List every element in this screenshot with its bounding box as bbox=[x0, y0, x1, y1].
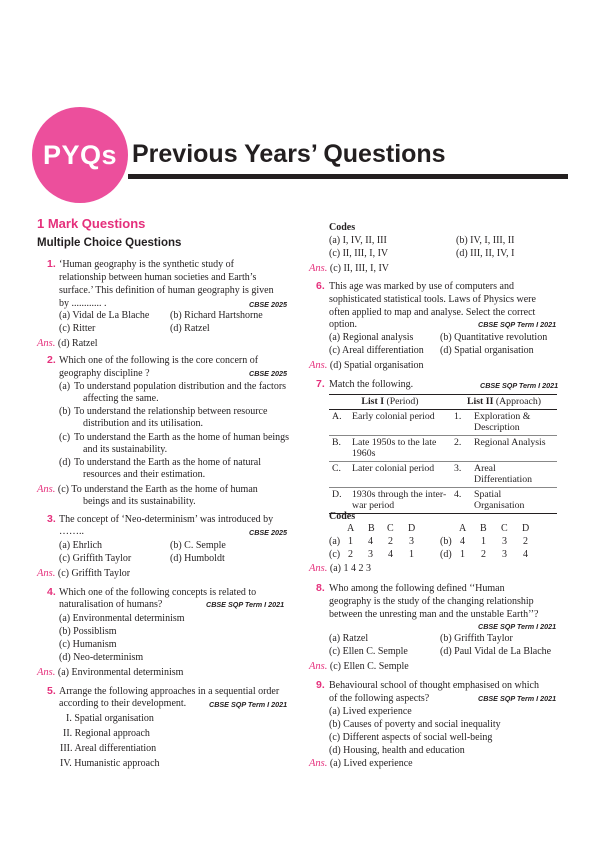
table-header-left: List I (Period) bbox=[329, 395, 451, 410]
question-number: 3. bbox=[47, 513, 56, 525]
code-key: (b) bbox=[440, 536, 452, 547]
option: (a) Vidal de La Blache bbox=[59, 310, 150, 321]
title-underline bbox=[128, 174, 568, 179]
table-row: A. Early colonial period 1. Exploration & Description bbox=[329, 409, 557, 435]
source-tag: CBSE 2025 bbox=[249, 369, 287, 378]
option-key: (b) bbox=[59, 406, 71, 417]
option: (d) Neo-determinism bbox=[59, 652, 144, 663]
source-tag: CBSE SQP Term I 2021 bbox=[209, 700, 288, 709]
source-tag: CBSE 2025 bbox=[249, 528, 287, 537]
option: (d) Spatial organisation bbox=[440, 345, 534, 356]
code-head: A bbox=[459, 523, 467, 534]
question-text: of the following aspects? bbox=[329, 693, 430, 704]
question-text: Which one of the following concepts is related to bbox=[59, 587, 257, 598]
code-value: 4 bbox=[388, 549, 393, 560]
answer-label: Ans. bbox=[309, 758, 328, 769]
code-value: 2 bbox=[481, 549, 486, 560]
option: (b) Causes of poverty and social inequality bbox=[329, 719, 501, 730]
option: (c) Humanism bbox=[59, 639, 117, 650]
source-tag: CBSE 2025 bbox=[249, 300, 287, 309]
option: (c) Different aspects of social well-being bbox=[329, 732, 493, 743]
answer-text: (c) Griffith Taylor bbox=[57, 568, 131, 579]
option: distribution and its utilisation. bbox=[83, 418, 203, 429]
code-value: 3 bbox=[502, 536, 507, 547]
code-value: 1 bbox=[409, 549, 414, 560]
question-text: relationship between human societies and Earth’s bbox=[59, 272, 257, 283]
answer-text: (a) Environmental determinism bbox=[57, 667, 184, 678]
option: (c) Ellen C. Semple bbox=[329, 646, 408, 657]
table-header-right: List II (Approach) bbox=[451, 395, 557, 410]
question-text: Arrange the following approaches in a sequential order bbox=[59, 686, 280, 697]
question-text: Which one of the following is the core concern of bbox=[59, 355, 259, 366]
answer bbox=[309, 262, 389, 275]
answer bbox=[309, 562, 371, 575]
answer-label: Ans. bbox=[37, 338, 56, 349]
code-value: 4 bbox=[368, 536, 373, 547]
option: (a) Lived experience bbox=[329, 706, 412, 717]
option: and its sustainability. bbox=[83, 444, 168, 455]
option: (b) C. Semple bbox=[170, 540, 226, 551]
code-key: (c) bbox=[329, 549, 341, 560]
question-text: by ............ . bbox=[59, 298, 107, 309]
source-tag: CBSE SQP Term I 2021 bbox=[206, 600, 285, 609]
source-tag: CBSE SQP Term I 2021 bbox=[478, 320, 557, 329]
question-text: sophisticated statistical tools. Laws of Physics were bbox=[329, 294, 536, 305]
question-text: according to their development. bbox=[59, 698, 187, 709]
question-number: 7. bbox=[316, 378, 325, 390]
question-number: 5. bbox=[47, 685, 56, 697]
answer-label: Ans. bbox=[37, 667, 56, 678]
question-text: geography discipline ? bbox=[59, 368, 150, 379]
codes-label: Codes bbox=[329, 222, 356, 233]
answer-text: (d) Ratzel bbox=[57, 338, 98, 349]
page-title: Previous Years’ Questions bbox=[132, 140, 446, 168]
code-head: C bbox=[501, 523, 508, 534]
answer-text: (a) 1 4 2 3 bbox=[329, 563, 371, 574]
question-text: ‘Human geography is the synthetic study of bbox=[59, 259, 234, 270]
answer-text: (a) Lived experience bbox=[329, 758, 413, 769]
option: (b) Quantitative revolution bbox=[440, 332, 548, 343]
option: (a) Ehrlich bbox=[59, 540, 103, 551]
code-head: B bbox=[368, 523, 375, 534]
answer-text: (c) Ellen C. Semple bbox=[329, 661, 409, 672]
answer bbox=[309, 757, 413, 770]
answer-text: (d) Spatial organisation bbox=[329, 360, 424, 371]
code-value: 1 bbox=[348, 536, 353, 547]
code-key: (a) bbox=[329, 536, 341, 547]
code-value: 2 bbox=[388, 536, 393, 547]
option: (d) Housing, health and education bbox=[329, 745, 465, 756]
option: To understand population distribution and the factors bbox=[74, 381, 287, 392]
list-item: III. Areal differentiation bbox=[60, 743, 157, 754]
list-item: IV. Humanistic approach bbox=[60, 758, 160, 769]
option: To understand the Earth as the home of natural bbox=[74, 457, 262, 468]
code-value: 3 bbox=[409, 536, 414, 547]
question-text: often applied to map and analyse. Select the correct bbox=[329, 307, 536, 318]
question-text: Who among the following defined ‘‘Human bbox=[329, 583, 505, 594]
option: To understand the relationship between resource bbox=[74, 406, 268, 417]
code-value: 3 bbox=[502, 549, 507, 560]
code-option: (d) III, II, IV, I bbox=[456, 248, 515, 259]
answer bbox=[37, 337, 98, 350]
answer-label: Ans. bbox=[309, 563, 328, 574]
code-value: 2 bbox=[523, 536, 528, 547]
question-number: 4. bbox=[47, 586, 56, 598]
option: (c) Areal differentiation bbox=[329, 345, 424, 356]
code-option: (a) I, IV, II, III bbox=[329, 235, 387, 246]
option: (d) Ratzel bbox=[170, 323, 210, 334]
question-number: 1. bbox=[47, 258, 56, 270]
code-head: C bbox=[387, 523, 394, 534]
question-number: 6. bbox=[316, 280, 325, 292]
option-key: (d) bbox=[59, 457, 71, 468]
answer-label: Ans. bbox=[309, 263, 328, 274]
list-item: II. Regional approach bbox=[63, 728, 150, 739]
code-head: D bbox=[408, 523, 416, 534]
question-text: between the unresting man and the unstable Earth’’? bbox=[329, 609, 539, 620]
answer bbox=[37, 666, 183, 679]
answer-text: beings and its sustainability. bbox=[83, 496, 196, 507]
option-key: (c) bbox=[59, 432, 71, 443]
option: (a) Regional analysis bbox=[329, 332, 414, 343]
section-title: 1 Mark Questions bbox=[37, 216, 146, 231]
codes-label: Codes bbox=[329, 511, 356, 522]
source-tag: CBSE SQP Term I 2021 bbox=[480, 381, 559, 390]
source-tag: CBSE SQP Term I 2021 bbox=[478, 694, 557, 703]
code-value: 1 bbox=[460, 549, 465, 560]
answer bbox=[309, 660, 409, 673]
option: (a) Ratzel bbox=[329, 633, 369, 644]
code-value: 1 bbox=[481, 536, 486, 547]
option: (c) Griffith Taylor bbox=[59, 553, 132, 564]
code-option: (b) IV, I, III, II bbox=[456, 235, 515, 246]
answer bbox=[37, 567, 130, 580]
answer-label: Ans. bbox=[37, 568, 56, 579]
question-text: surface.’ This definition of human geography is given bbox=[59, 285, 274, 296]
option: (d) Paul Vidal de La Blache bbox=[440, 646, 552, 657]
option: resources and their estimation. bbox=[83, 469, 206, 480]
option: (a) Environmental determinism bbox=[59, 613, 185, 624]
code-option: (c) II, III, I, IV bbox=[329, 248, 389, 259]
option: (b) Griffith Taylor bbox=[440, 633, 513, 644]
badge-label: PYQs bbox=[42, 139, 118, 170]
question-number: 9. bbox=[316, 679, 325, 691]
answer-label: Ans. bbox=[309, 661, 328, 672]
answer bbox=[309, 359, 424, 372]
answer-text: (c) II, III, I, IV bbox=[329, 263, 390, 274]
code-value: 4 bbox=[460, 536, 465, 547]
code-key: (d) bbox=[440, 549, 452, 560]
match-table bbox=[329, 394, 557, 514]
question-text: naturalisation of humans? bbox=[59, 599, 163, 610]
answer-text: (c) To understand the Earth as the home of human bbox=[57, 484, 258, 495]
pyqs-badge bbox=[32, 107, 128, 203]
option: To understand the Earth as the home of human beings bbox=[74, 432, 290, 443]
question-text: This age was marked by use of computers and bbox=[329, 281, 514, 292]
table-row: B. Late 1950s to the late 1960s 2. Regional Analysis bbox=[329, 435, 557, 461]
list-item: I. Spatial organisation bbox=[66, 713, 154, 724]
source-tag: CBSE SQP Term I 2021 bbox=[478, 622, 557, 631]
option: affecting the same. bbox=[83, 393, 159, 404]
section-subtitle: Multiple Choice Questions bbox=[37, 237, 182, 249]
option: (c) Ritter bbox=[59, 323, 96, 334]
option-key: (a) bbox=[59, 381, 71, 392]
question-text: …….. bbox=[59, 526, 84, 537]
answer-label: Ans. bbox=[37, 484, 56, 495]
code-head: B bbox=[480, 523, 487, 534]
table-row: C. Later colonial period 3. Areal Differentiation bbox=[329, 461, 557, 487]
table-row: D. 1930s through the inter-war period 4. Spatial Organisation bbox=[329, 487, 557, 513]
question-text: option. bbox=[329, 319, 358, 330]
code-head: A bbox=[347, 523, 355, 534]
answer-label: Ans. bbox=[309, 360, 328, 371]
question-text: The concept of ‘Neo-determinism’ was introduced by bbox=[59, 514, 274, 525]
option: (b) Richard Hartshorne bbox=[170, 310, 263, 321]
question-text: Behavioural school of thought emphasised on which bbox=[329, 680, 539, 691]
code-head: D bbox=[522, 523, 530, 534]
code-value: 2 bbox=[348, 549, 353, 560]
option: (b) Possiblism bbox=[59, 626, 117, 637]
code-value: 3 bbox=[368, 549, 373, 560]
option: (d) Humboldt bbox=[170, 553, 225, 564]
question-text: geography is the study of the changing relationship bbox=[329, 596, 534, 607]
question-number: 8. bbox=[316, 582, 325, 594]
question-text: Match the following. bbox=[329, 379, 414, 390]
question-number: 2. bbox=[47, 354, 56, 366]
code-value: 4 bbox=[523, 549, 528, 560]
